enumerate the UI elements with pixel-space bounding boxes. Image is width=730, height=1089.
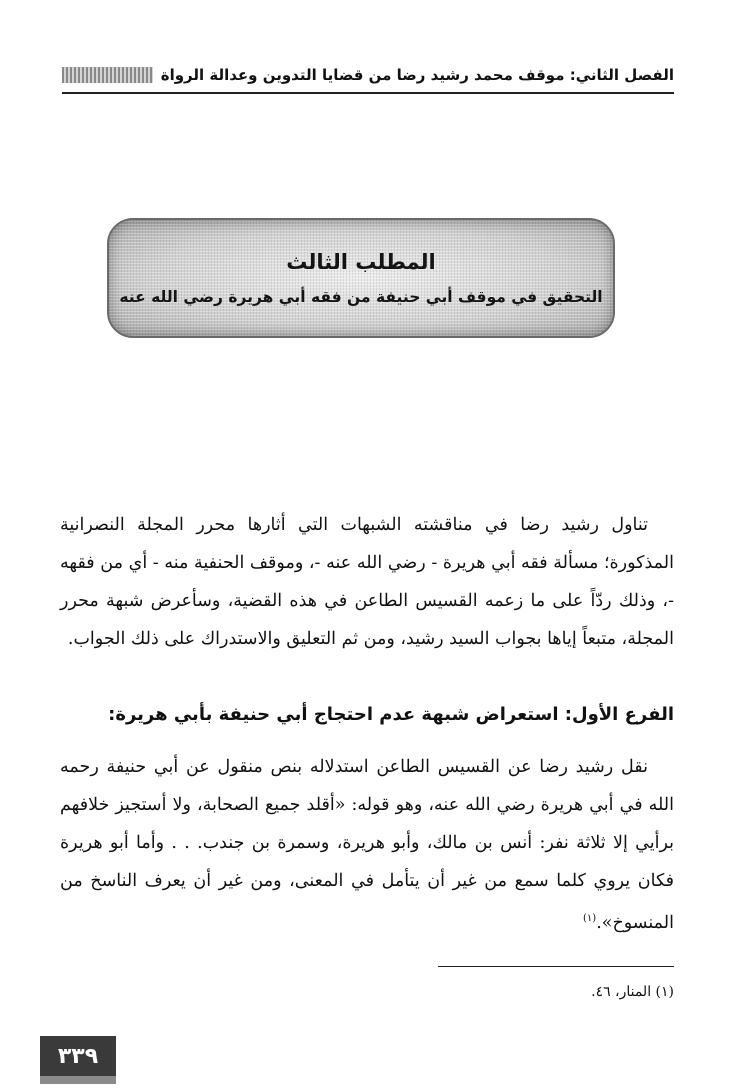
page-number-box <box>40 1036 116 1084</box>
footnote-divider <box>438 966 674 967</box>
section-subtitle: التحقيق في موقف أبي حنيفة من فقه أبي هريرة رضي الله عنه <box>119 288 603 306</box>
section-title: المطلب الثالث <box>286 250 436 274</box>
page-number: ٣٣٩ <box>57 1043 99 1069</box>
chapter-title: الفصل الثاني: موقف محمد رشيد رضا من قضايا التدوين وعدالة الرواة <box>160 66 674 84</box>
paragraph-1-text: تناول رشيد رضا في مناقشته الشبهات التي أثارها محرر المجلة النصرانية المذكورة؛ مسألة فقه أبي هريرة - رضي الله عنه -، وموقف الحنفية منه - أي من فقهه -، وذلك ردّاً على ما زعمه القسيس الطاعن في هذه القضية، وسأعرض شبهة محرر المجلة، متبعاً إياها بجواب السيد رشيد، ومن ثم التعليق والاستدراك على ذلك الجواب. <box>60 515 674 649</box>
body-paragraph-2 <box>60 748 674 942</box>
paragraph-2-text: نقل رشيد رضا عن القسيس الطاعن استدلاله بنص منقول عن أبي حنيفة رحمه الله في أبي هريرة رضي الله عنه، وهو قوله: «أقلد جميع الصحابة، ولا أستجيز خلافهم برأيي إلا ثلاثة نفر: أنس بن مالك، وأبو هريرة، وسمرة بن جندب. . . وأما أبو هريرة فكان يروي كلما سمع من غير أن يتأمل في المعنى، ومن غير أن يعرف الناسخ من المنسوخ». <box>60 757 674 933</box>
running-header <box>62 58 674 94</box>
subsection-heading: الفرع الأول: استعراض شبهة عدم احتجاج أبي حنيفة بأبي هريرة: <box>108 704 674 725</box>
body-paragraph-1 <box>60 506 674 658</box>
footnote: (١) المنار، ٤٦. <box>591 984 674 1000</box>
footnote-reference[interactable]: (١) <box>583 913 597 924</box>
section-banner <box>107 218 615 338</box>
header-decorative-bar <box>62 67 153 83</box>
